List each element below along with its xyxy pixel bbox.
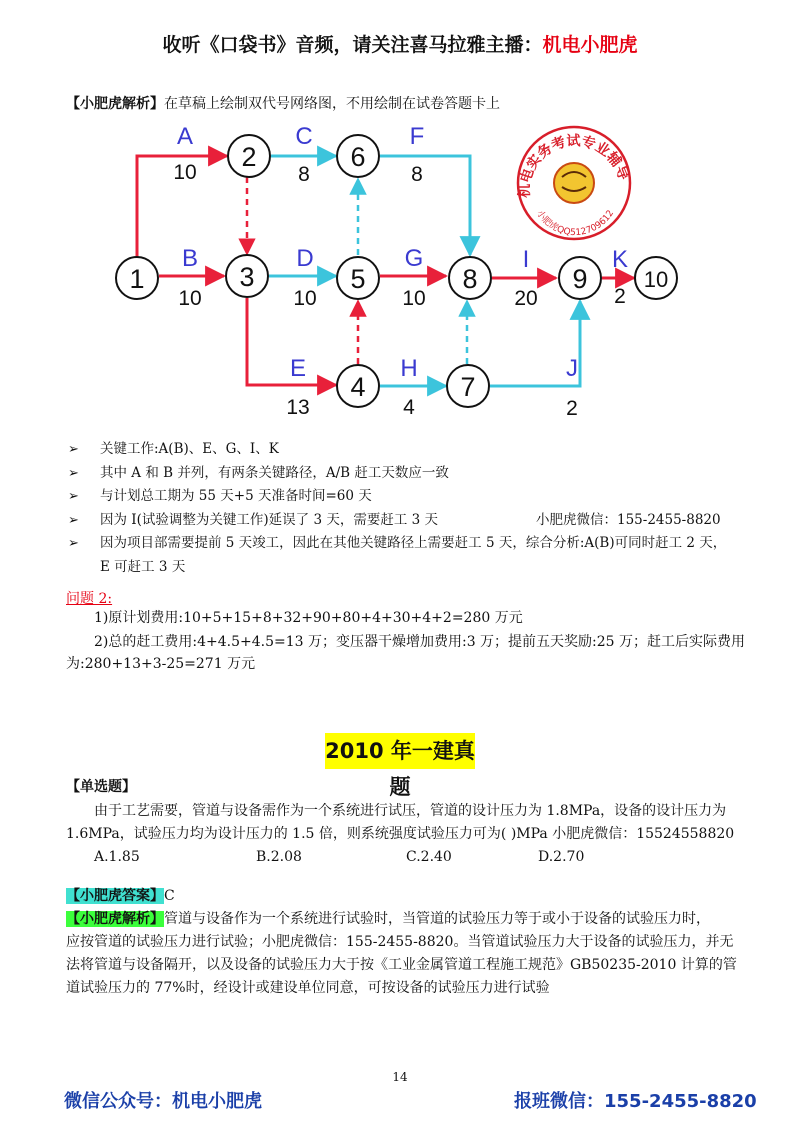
key-work-bullets (68, 438, 768, 579)
bullet-item (68, 485, 768, 509)
activity-duration: 2 (566, 397, 578, 420)
bullet-wechat: 小肥虎微信：155-2455-8820 (536, 511, 721, 528)
explanation-line-1 (66, 907, 710, 931)
footer-wechat-account: 微信公众号：机电小肥虎 (64, 1091, 262, 1112)
node-label: 1 (129, 264, 145, 294)
activity-duration: 10 (173, 161, 197, 184)
header-prefix: 收听《口袋书》音频，请关注喜马拉雅主播： (162, 34, 543, 56)
activity-duration: 2 (614, 285, 626, 308)
q2-line-1: 1)原计划费用:10+5+15+8+32+90+80+4+30+4+2=280 万元 (94, 610, 523, 626)
bullet-arrow-icon: ➢ (68, 442, 79, 457)
activity-duration: 4 (403, 396, 415, 419)
footer-signup-wechat: 报班微信：155-2455-8820 (514, 1091, 757, 1112)
option-a: A.1.85 (94, 849, 140, 865)
section-title-2010: 2010 年一建真题 (325, 733, 475, 769)
activity-name: J (566, 355, 578, 382)
node-label: 10 (643, 267, 669, 292)
node-label: 8 (462, 264, 478, 294)
page-number: 14 (392, 1070, 408, 1084)
node-label: 9 (572, 264, 588, 294)
arrow-f (380, 156, 470, 255)
explanation-line-3: 法将管道与设备隔开，以及设备的试验压力大于按《工业金属管道工程施工规范》GB50235-2010 计算的管 (66, 957, 737, 973)
bullet-item (68, 438, 768, 462)
network-diagram (110, 115, 710, 435)
activity-name: I (522, 246, 530, 273)
explanation-line-4: 道试验压力的 77%时，经设计或建设单位同意，可按设备的试验压力进行试验 (66, 980, 550, 996)
explanation-line-2: 应按管道的试验压力进行试验；小肥虎微信：155-2455-8820。当管道试验压力大于设备的试验压力，并无 (66, 934, 734, 950)
analysis-note-text: 在草稿上绘制双代号网络图，不用绘制在试卷答题卡上 (164, 96, 500, 112)
node-label: 6 (350, 142, 366, 172)
activity-name: H (400, 355, 418, 382)
question-2-label: 问题 2: (66, 591, 113, 607)
activity-duration: 20 (514, 287, 538, 310)
activity-name: A (176, 123, 194, 150)
bullet-continuation (68, 556, 768, 580)
activity-duration: 8 (411, 163, 423, 186)
bullet-arrow-icon: ➢ (68, 512, 79, 528)
bullet-text: 与计划总工期为 55 天+5 天准备时间=60 天 (100, 488, 372, 504)
node-label: 7 (460, 372, 476, 402)
bullet-text: 其中 A 和 B 并列，有两条关键路径，A/B 赶工天数应一致 (100, 464, 449, 481)
bullet-arrow-icon: ➢ (68, 536, 79, 551)
page-header (0, 30, 800, 57)
answer-row (66, 884, 175, 908)
stamp-text-path: 机电实务考试专业辅导 (516, 133, 632, 198)
q2-line-3: 为:280+13+3-25=271 万元 (66, 656, 256, 672)
question-line-2: 1.6MPa，试验压力均为设计压力的 1.5 倍，则系统强度试验压力可为( )MPa 小肥虎微信：15524558820 (66, 826, 735, 842)
node-label: 4 (350, 372, 366, 402)
bullet-item (68, 532, 768, 556)
activity-name: C (295, 123, 313, 150)
activity-duration: 13 (286, 396, 310, 419)
activity-name: B (181, 245, 199, 272)
analysis-note (66, 94, 500, 114)
bullet-item (68, 462, 768, 486)
explanation-label: 【小肥虎解析】 (66, 911, 164, 927)
explanation-text-1: 管道与设备作为一个系统进行试验时，当管道的试验压力等于或小于设备的试验压力时， (164, 911, 710, 927)
activity-name: K (611, 246, 629, 273)
answer-label: 【小肥虎答案】 (66, 888, 164, 904)
single-choice-label: 【单选题】 (66, 779, 136, 795)
activity-duration: 10 (402, 287, 426, 310)
bullet-arrow-icon: ➢ (68, 489, 79, 504)
option-d: D.2.70 (538, 849, 585, 865)
stamp-contact-path: 小肥虎QQ512709612 (534, 208, 617, 239)
bullet-text: E 可赶工 3 天 (100, 558, 186, 575)
activity-duration: 10 (178, 287, 202, 310)
node-label: 3 (239, 262, 255, 292)
option-c: C.2.40 (406, 849, 452, 865)
analysis-note-label: 【小肥虎解析】 (66, 96, 164, 112)
activity-name: F (409, 123, 425, 150)
bullet-text: 因为项目部需要提前 5 天竣工，因此在其他关键路径上需要赶工 5 天，综合分析:A(B)可同时赶工 2 天， (100, 535, 727, 551)
bullet-text: 因为 I(试验调整为关键工作)延误了 3 天，需要赶工 3 天 (100, 511, 439, 528)
header-author: 机电小肥虎 (542, 34, 638, 56)
q2-line-2: 2)总的赶工费用:4+4.5+4.5=13 万；变压器干燥增加费用:3 万；提前五天奖励:25 万；赶工后实际费用 (94, 634, 746, 650)
tiger-icon (554, 163, 594, 203)
activity-name: E (289, 355, 307, 382)
activity-name: G (404, 245, 424, 272)
answer-value: C (164, 888, 175, 904)
stamp (516, 127, 632, 239)
bullet-item (68, 509, 768, 533)
question-line-1: 由于工艺需要，管道与设备需作为一个系统进行试压，管道的设计压力为 1.8MPa，设备的设计压力为 (94, 803, 727, 819)
bullet-arrow-icon: ➢ (68, 465, 79, 481)
node-label: 5 (350, 264, 366, 294)
node-label: 2 (241, 142, 257, 172)
option-b: B.2.08 (256, 849, 302, 865)
activity-duration: 10 (293, 287, 317, 310)
bullet-text: 关键工作:A(B)、E、G、I、K (100, 441, 279, 457)
activity-duration: 8 (298, 163, 310, 186)
activity-name: D (296, 245, 314, 272)
